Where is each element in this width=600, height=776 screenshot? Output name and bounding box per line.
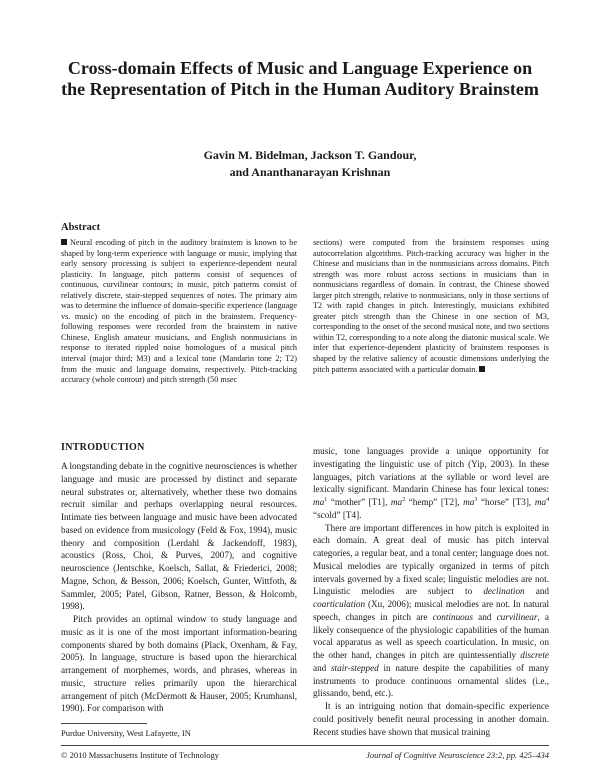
abstract-column-right: [313, 238, 549, 375]
tone-example-2-number: 2: [402, 496, 406, 503]
word-and-1: and: [535, 586, 550, 597]
tone-example-3-gloss: “horse” [T3],: [480, 497, 532, 507]
body-column-right: [313, 445, 549, 738]
abstract-text-part-2: sections) were computed from the brainstem responses using autocorrelation algorithms. Pitch-tracking accuracy was higher in the Chinese and musicians than in the nonmusicians across domains. Pitch strength was more robust across sections in musicians than in nonmusicians regardless of domain. In contrast, the Chinese showed larger pitch strength, relative to nonmusicians, only in those sections of T2 with rapid changes in pitch. Interestingly, musicians exhibited greater pitch strength than the Chinese in one section of M3, corresponding to the onset of the second musical note, and two sections within T2, corresponding to a note along the diatonic musical scale. We infer that experience-dependent plasticity of brainstem responses is shaped by the relative saliency of acoustic dimensions underlying the pitch patterns associated with a particular domain.: [313, 238, 549, 374]
abstract-column-left: [61, 238, 297, 386]
abstract-end-square-icon: [479, 366, 485, 372]
tone-example-3-number: 3: [474, 496, 478, 503]
author-list: [160, 147, 460, 181]
tone-example-4-syllable: ma: [534, 497, 547, 507]
term-stair-stepped: stair-stepped: [330, 662, 379, 673]
differences-text-a: There are important differences in how pitch is exploited in each domain. A great deal of music has pitch interval categories, a regular beat, and a tonal center; language does not. Musical melodies are typically organized in terms of pitch intervals governed by a fixed scale; linguistic melodies are not. Linguistic melodies are subject to: [313, 522, 549, 597]
differences-text-c: , a likely consequence of the physiologic capabilities of the human vocal apparatus as well as speech coarticulation. In music, on the other hand, changes in pitch are quintessentially: [313, 611, 550, 660]
abstract-text-part-1: Neural encoding of pitch in the auditory brainstem is known to be shaped by long-term experience with language or music, implying that early sensory processing is subject to experience-dependent neural plasticity. In language, pitch patterns consist of sequences of continuous, curvilinear contours; in music, pitch patterns consist of relatively discrete, stair-stepped sequences of notes. The primary aim was to determine the influence of domain-specific experience (language vs. music) on the encoding of pitch in the brainstem. Frequency-following responses were recorded from the brainstem in native Chinese, English amateur musicians, and English nonmusicians in response to iterated rippled noise homologues of a musical pitch interval (major third; M3) and a lexical tone (Mandarin tone 2; T2) from the music and language domains, respectively. Pitch-tracking accuracy (whole contour) and pitch strength (50 msec: [61, 238, 297, 385]
word-and-2: and: [478, 611, 492, 622]
intro-paragraph-continued: [313, 445, 549, 522]
introduction-heading: INTRODUCTION: [61, 442, 145, 453]
intro-paragraph-2: Pitch provides an optimal window to study language and music as it is one of the most important information-bearing components shared by both domains (Plack, Oxenham, & Fay, 2005). In language, structure is based upon the hierarchical arrangement of morphemes, words, and phrases, whereas in music, structure relies primarily upon the hierarchical arrangement of pitch (McDermott & Hauser, 2005; Krumhansl, 1990). For comparison with: [61, 614, 297, 714]
tone-example-3-syllable: ma: [463, 497, 475, 507]
differences-text-b: (Xu, 2006); musical melodies are not. In natural speech, changes in pitch are: [313, 599, 550, 622]
tone-example-1-gloss: “mother” [T1],: [330, 497, 388, 507]
tone-example-1-syllable: ma: [313, 497, 325, 507]
intro-paragraph-1: A longstanding debate in the cognitive neurosciences is whether language and music are processed by distinct and separate neural substrates or, alternatively, whether these two domains recruit similar and perhaps overlapping neural resources. Intimate ties between language and music have been advocated based on evidence from musicology (Feld & Fox, 1994), music theory and composition (Lerdahl & Jackendoff, 1983), acoustics (Ross, Choi, & Purves, 2007), and cognitive neuroscience (Jentschke, Koelsch, Sallat, & Friederici, 2008; Magne, Schon, & Besson, 2006; Koelsch, Gunter, Wittfoth, & Sammler, 2005; Patel, Gibson, Ratner, Besson, & Holcomb, 1998).: [61, 461, 297, 612]
journal-reference: Journal of Cognitive Neuroscience 23:2, pp. 425–434: [366, 750, 549, 760]
tone-example-2-syllable: ma: [390, 497, 403, 507]
word-and-3: and: [313, 662, 327, 673]
affiliation-rule: [61, 723, 147, 724]
authors-line-1: Gavin M. Bidelman, Jackson T. Gandour,: [203, 148, 417, 162]
paper-title: Cross-domain Effects of Music and Language Experience on the Representation of Pitch in the Human Auditory Brainstem: [61, 58, 539, 99]
tone-language-text: music, tone languages provide a unique opportunity for investigating the linguistic use of pitch (Yip, 2003). In these languages, pitch variations at the syllable or word level are lexically significant. Mandarin Chinese has four lexical tones:: [313, 446, 549, 495]
intro-paragraph-crossdomain: It is an intriguing notion that domain-specific experience could positively benefit neural processing in another domain. Recent studies have shown that musical training: [313, 701, 549, 737]
authors-line-2: and Ananthanarayan Krishnan: [229, 165, 391, 179]
term-continuous: continuous: [432, 611, 473, 622]
abstract-heading: Abstract: [61, 222, 101, 233]
term-coarticulation: coarticulation: [313, 599, 366, 609]
intro-paragraph-differences: [313, 522, 549, 701]
abstract-start-square-icon: [61, 239, 67, 245]
copyright-notice: © 2010 Massachusetts Institute of Technology: [61, 750, 219, 760]
term-curvilinear: curvilinear: [496, 611, 538, 622]
tone-example-4-gloss: “scold” [T4].: [313, 509, 362, 520]
footer-rule: [61, 745, 549, 746]
term-declination: declination: [483, 586, 525, 597]
term-discrete: discrete: [520, 650, 549, 660]
tone-example-1-number: 1: [324, 496, 328, 503]
author-affiliation: Purdue University, West Lafayette, IN: [61, 728, 191, 738]
differences-text-d: in nature despite the capabilities of many instruments to produce continuous ornamental slides (i.e., glissando, bend, etc.).: [313, 662, 550, 699]
tone-example-4-number: 4: [546, 496, 550, 503]
body-column-left: [61, 460, 297, 715]
tone-example-2-gloss: “hemp” [T2],: [408, 497, 460, 507]
